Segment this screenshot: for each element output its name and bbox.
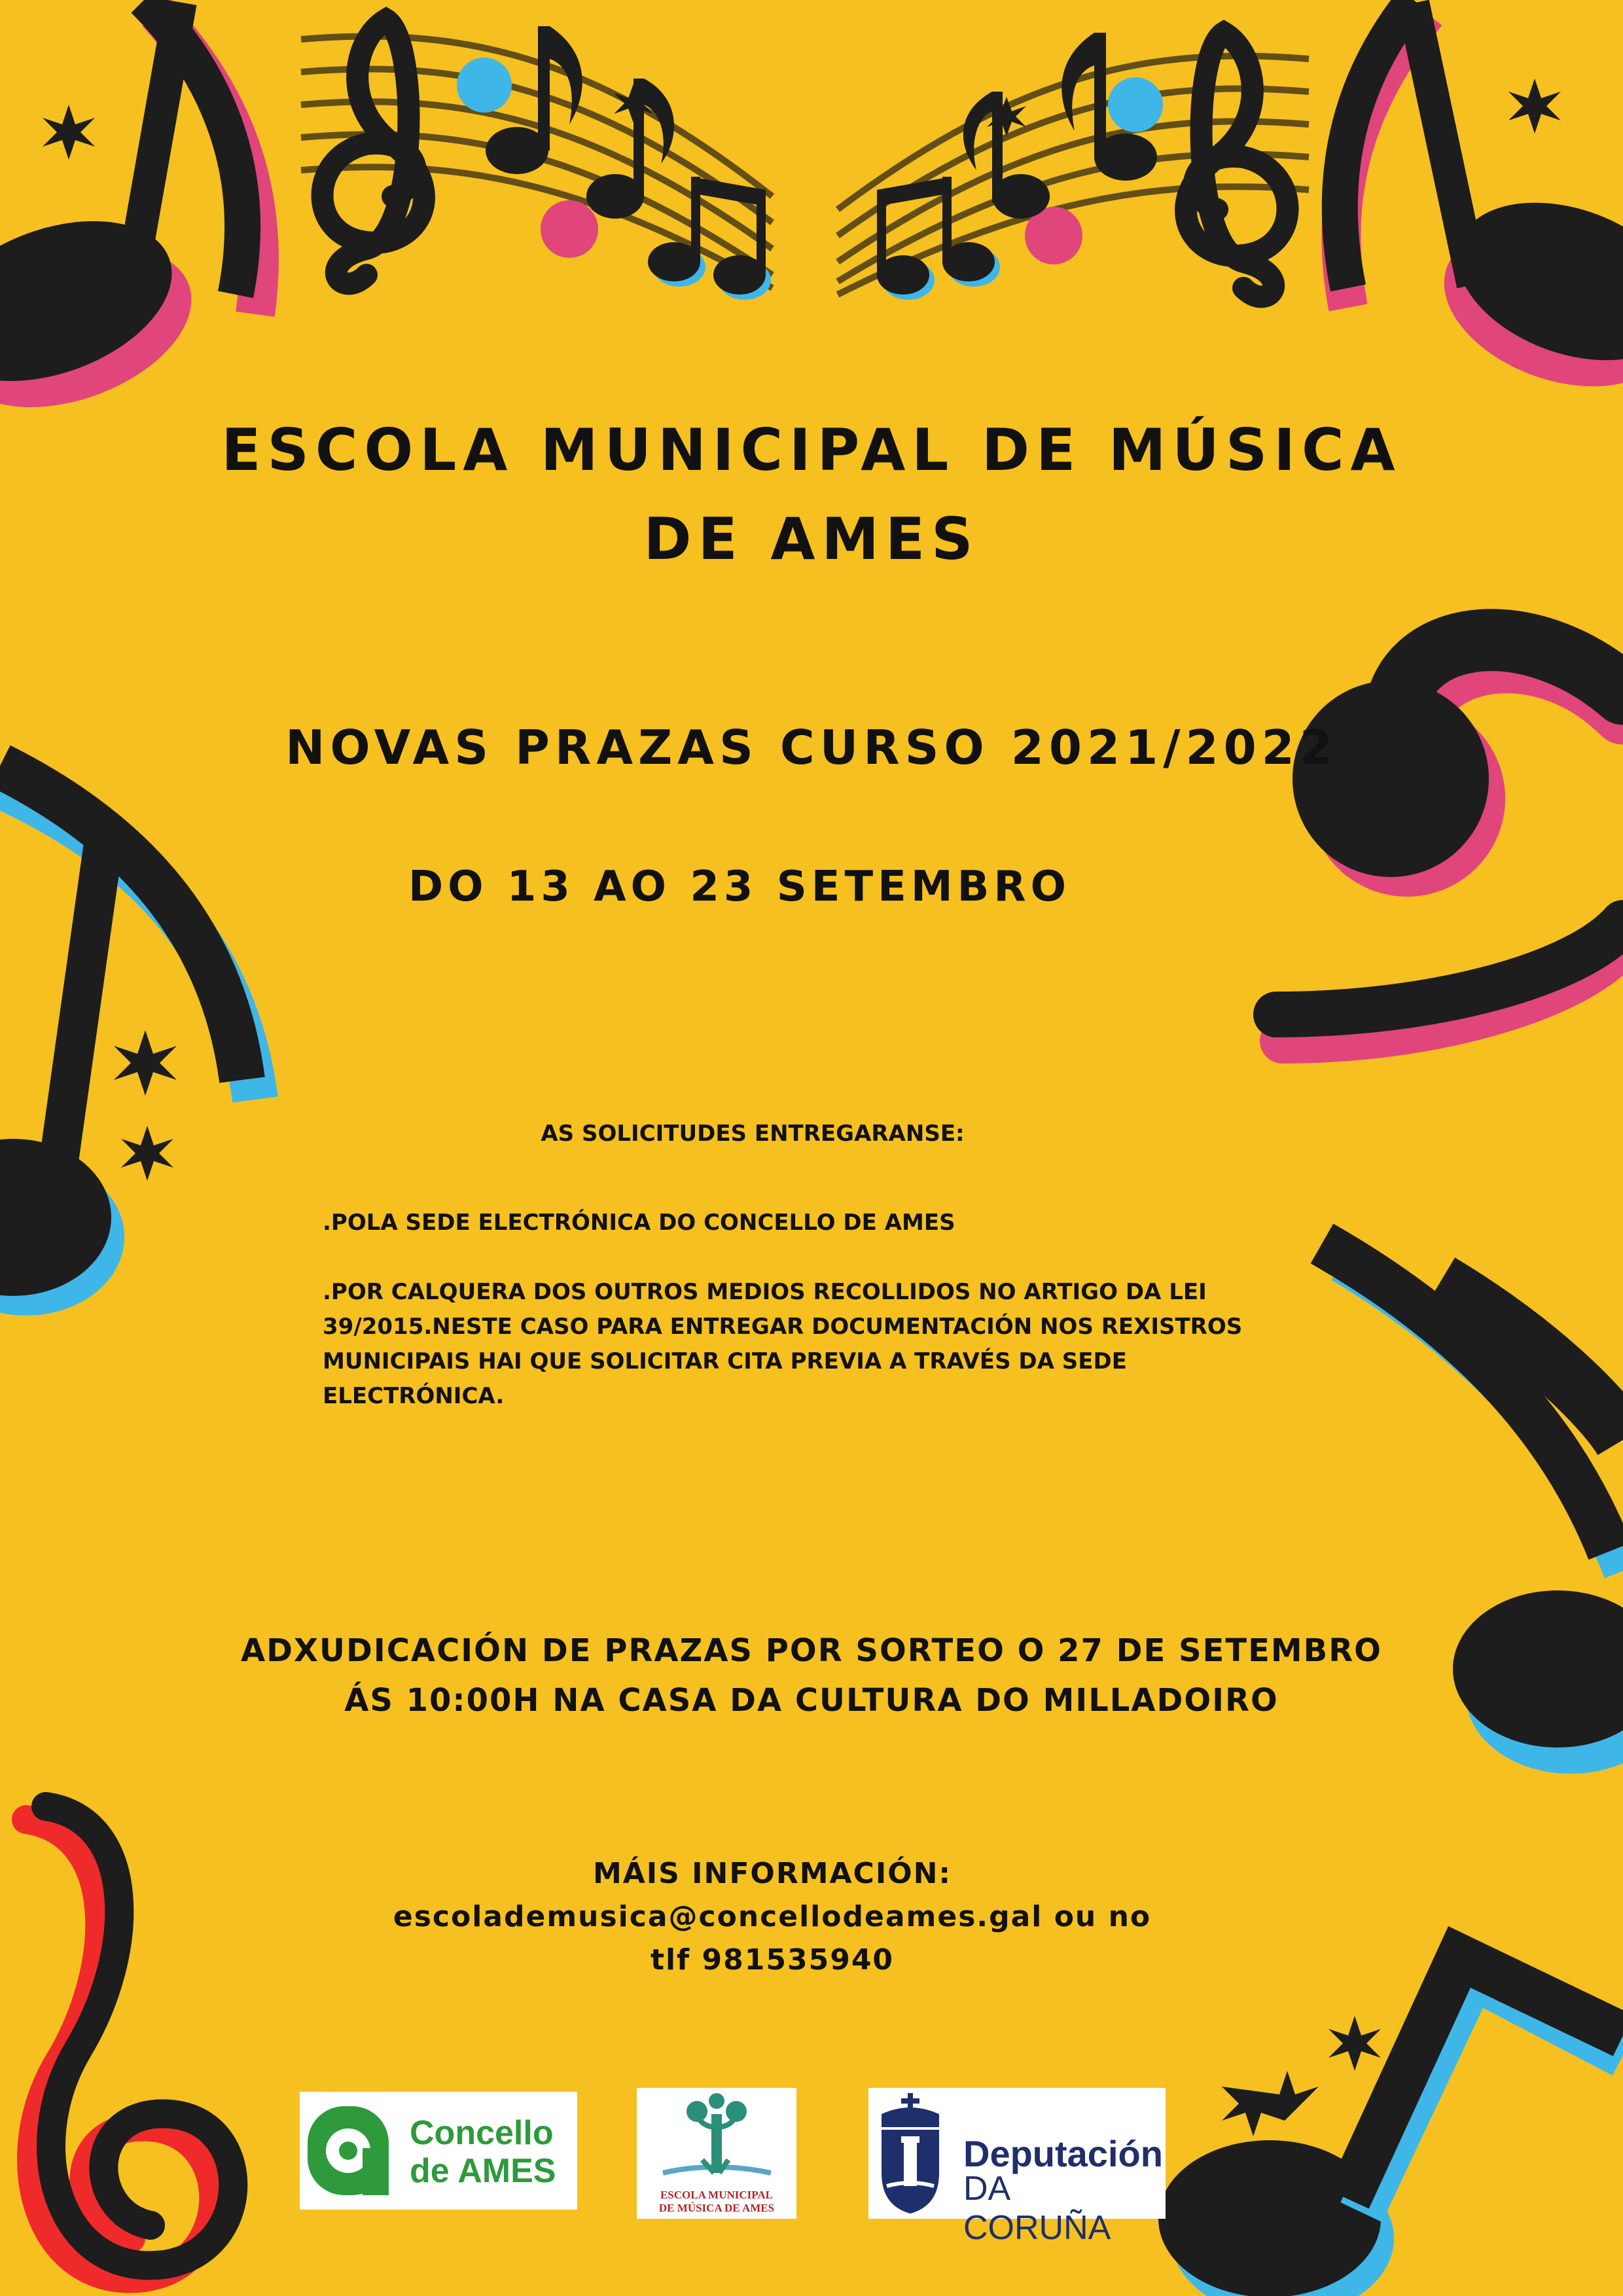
beamed-notes-icon (648, 177, 1000, 300)
award-line-1: ADXUDICACIÓN DE PRAZAS POR SORTEO O 27 DE SETEMBRO (241, 1632, 1382, 1669)
deputacion-coruna-logo (868, 2088, 1166, 2247)
poster-title (0, 406, 1623, 584)
star-icon (43, 79, 1561, 2136)
applications-item-online: .POLA SEDE ELECTRÓNICA DO CONCELLO DE AMES (323, 1210, 955, 1236)
poster-subtitle: NOVAS PRAZAS CURSO 2021/2022 (285, 720, 1338, 775)
deputacion-line-2: DA CORUÑA (963, 2170, 1111, 2247)
concello-ames-emblem-icon (300, 2092, 398, 2210)
escola-musica-wordmark (637, 2189, 796, 2215)
title-line-1: ESCOLA MUNICIPAL DE MÚSICA (221, 416, 1402, 484)
contact-info (0, 1852, 1584, 1982)
big-eighth-note-icon (1158, 1957, 1623, 2296)
big-eighth-note-icon (0, 0, 259, 437)
award-notice (0, 1626, 1623, 1725)
ames-line-1: Concello (410, 2114, 554, 2152)
ames-line-2: de AMES (410, 2152, 556, 2190)
award-line-2: ÁS 10:00H NA CASA DA CULTURA DO MILLADOIRO (344, 1682, 1279, 1719)
escola-line-1: ESCOLA MUNICIPAL (660, 2189, 774, 2201)
concello-ames-logo (300, 2092, 577, 2210)
registration-dates: DO 13 AO 23 SETEMBRO (408, 863, 1071, 911)
escola-line-2: DE MÚSICA DE AMES (658, 2202, 775, 2214)
escola-musica-emblem-icon (637, 2088, 796, 2186)
applications-item-other: .POR CALQUERA DOS OUTROS MEDIOS RECOLLIDOS NO ARTIGO DA LEI 39/2015.NESTE CASO PARA ENTREGAR DOCUMENTACIÓN NOS REXISTROS MUNICIPAIS HAI QUE SOLICITAR CITA PREVIA A TRAVÉS DA SEDE ELECTRÓNICA. (323, 1279, 1243, 1409)
eighth-note-icon (486, 26, 1157, 219)
concello-ames-wordmark (410, 2114, 556, 2190)
escola-musica-logo (637, 2088, 796, 2219)
big-eighth-note-icon (0, 766, 255, 1316)
contact-heading: MÁIS INFORMACIÓN: (592, 1857, 952, 1890)
deputacion-shield-icon (868, 2088, 960, 2219)
applications-heading: AS SOLICITUDES ENTREGARANSE: (541, 1121, 965, 1147)
contact-phone: tlf 981535940 (650, 1943, 895, 1977)
title-line-2: DE AMES (643, 505, 980, 573)
deputacion-line-1: Deputación (963, 2133, 1163, 2174)
big-eighth-note-icon (1340, 0, 1623, 416)
applications-list (323, 1206, 1304, 1448)
contact-email: escolademusica@concellodeames.gal ou no (393, 1900, 1152, 1933)
staff-lines-icon (301, 36, 1309, 295)
